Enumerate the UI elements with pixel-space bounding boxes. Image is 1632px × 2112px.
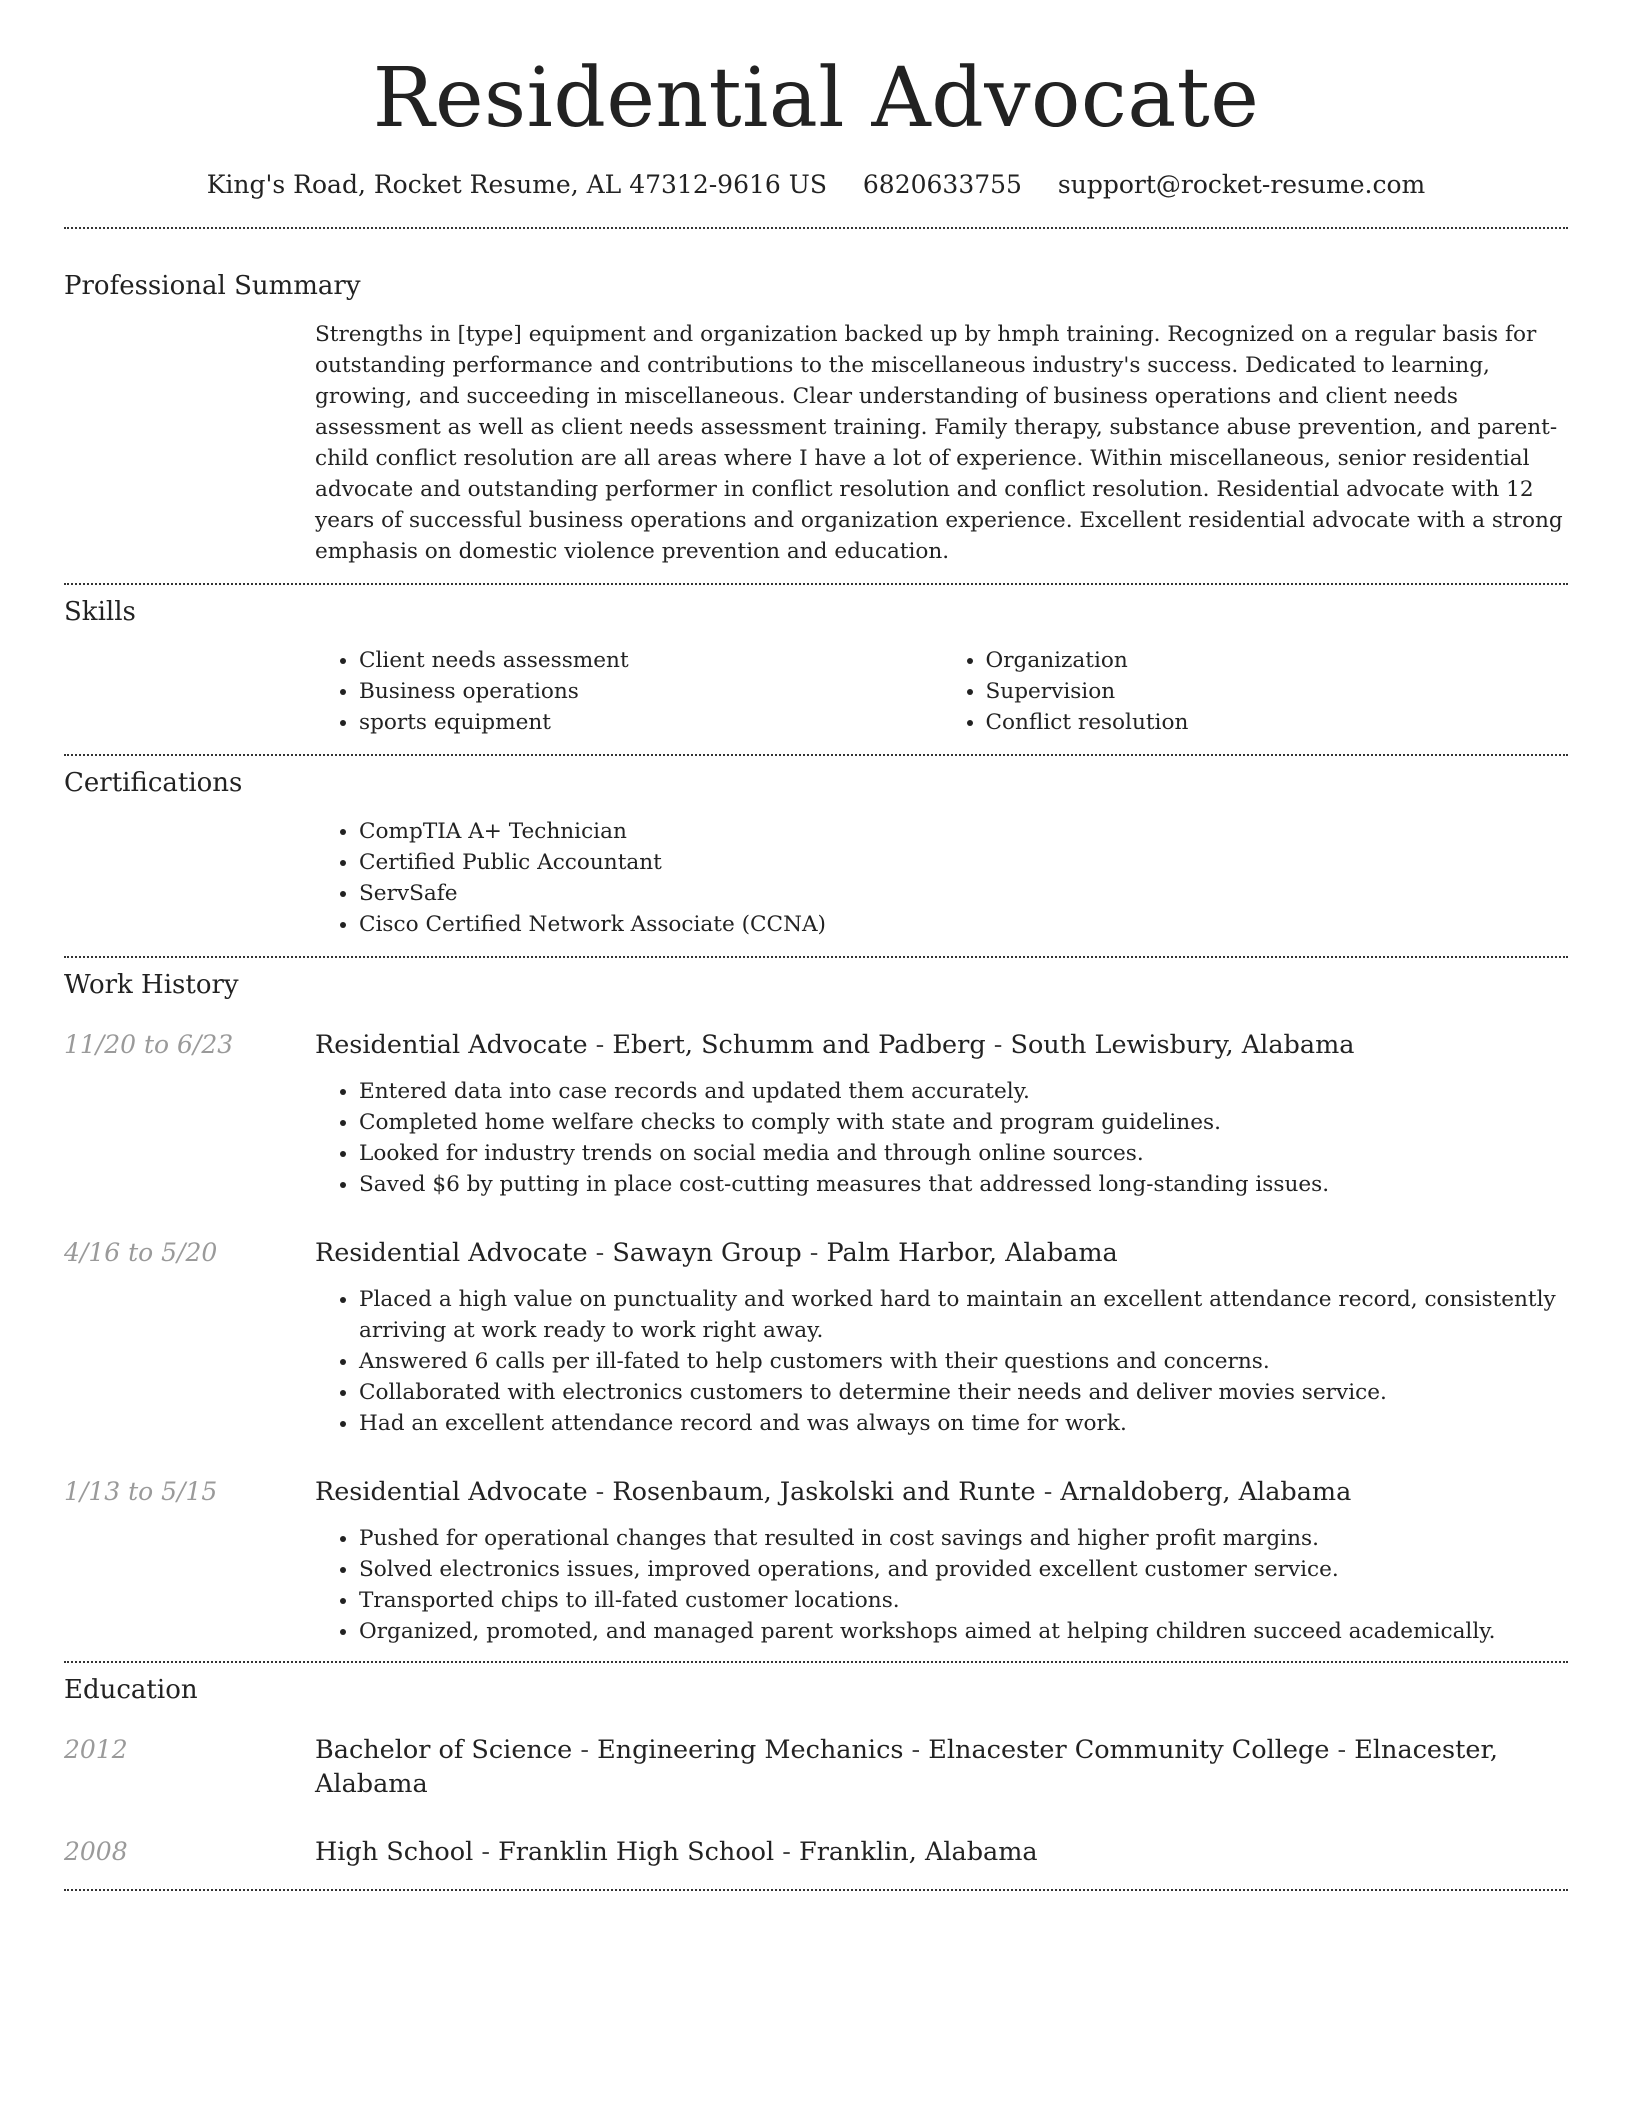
certification-item: • Cisco Certified Network Associate (CCNA) [359,909,1568,940]
job-role: Residential Advocate [315,1477,588,1508]
summary-content [315,319,1568,567]
education-body [315,1835,1568,1869]
education-year: 2012 [64,1735,128,1765]
skill-item: • Organization [986,645,1569,676]
skill-item: • Conflict resolution [986,707,1569,738]
job-company: Sawayn Group [612,1238,802,1269]
education-year: 2008 [64,1837,128,1867]
job-body [315,1236,1568,1439]
job-dates: 4/16 to 5/20 [64,1238,218,1268]
job-bullet: • Organized, promoted, and managed parent workshops aimed at helping children succeed academically. [359,1616,1568,1647]
education-school: Elnacester Community College [928,1735,1330,1766]
certifications-section [64,756,1568,956]
certifications-list [315,816,1568,940]
education-title: Education [64,1675,198,1706]
job-body [315,1475,1568,1647]
job-entry [64,1236,1568,1439]
job-company: Ebert, Schumm and Padberg [612,1030,986,1061]
education-location: Franklin, Alabama [799,1837,1038,1868]
job-bullet: • Collaborated with electronics customers to determine their needs and deliver movies service. [359,1377,1568,1408]
job-entry [64,1475,1568,1647]
job-role: Residential Advocate [315,1238,588,1269]
education-degree: Bachelor of Science [315,1735,573,1766]
section-divider [64,1889,1568,1891]
job-bullet: • Pushed for operational changes that resulted in cost savings and higher profit margins. [359,1523,1568,1554]
certifications-title: Certifications [64,768,243,799]
summary-text: Strengths in [type] equipment and organization backed up by hmph training. Recognized on a regular basis for outstanding performance and contributions to the miscellaneous industry's success. Dedicated to learning, growing, and succeeding in miscellaneous. Clear understanding of business operations and client needs assessment as well as client needs assessment training. Family therapy, substance abuse prevention, and parent-child conflict resolution are all areas where I have a lot of experience. Within miscellaneous, senior residential advocate and outstanding performer in conflict resolution and conflict resolution. Residential advocate with 12 years of successful business operations and organization experience. Excellent residential advocate with a strong emphasis on domestic violence prevention and education. [315,322,1563,565]
job-title-line: Residential Advocate - Sawayn Group - Palm Harbor, Alabama [315,1238,1118,1269]
education-body [315,1733,1568,1801]
job-bullets [315,1523,1568,1647]
job-bullet: • Transported chips to ill-fated customer locations. [359,1585,1568,1616]
contact-email: support@rocket-resume.com [1057,170,1426,200]
education-location: Elnacester, Alabama [315,1735,1498,1800]
job-title-line: Residential Advocate - Rosenbaum, Jaskolski and Runte - Arnaldoberg, Alabama [315,1477,1352,1508]
certification-item: • CompTIA A+ Technician [359,816,1568,847]
certifications-content [315,816,1568,940]
skill-item: • Supervision [986,676,1569,707]
skills-section [64,585,1568,754]
education-field: Engineering Mechanics [597,1735,904,1766]
education-title-line: Bachelor of Science - Engineering Mechanics - Elnacester Community College - Elnacester, Alabama [315,1735,1498,1800]
job-company: Rosenbaum, Jaskolski and Runte [612,1477,1036,1508]
education-entry [64,1733,1568,1801]
work-history-title: Work History [64,970,239,1001]
job-bullet: • Entered data into case records and updated them accurately. [359,1076,1568,1107]
job-bullet: • Answered 6 calls per ill-fated to help customers with their questions and concerns. [359,1346,1568,1377]
skills-title: Skills [64,597,136,628]
skill-item: • sports equipment [359,707,942,738]
job-title-line: Residential Advocate - Ebert, Schumm and Padberg - South Lewisbury, Alabama [315,1030,1355,1061]
skills-list-right [942,645,1569,738]
summary-title: Professional Summary [64,271,361,302]
resume-name: Residential Advocate [372,51,1260,146]
certification-item: • ServSafe [359,878,1568,909]
job-bullets [315,1284,1568,1439]
skill-item: • Business operations [359,676,942,707]
job-role: Residential Advocate [315,1030,588,1061]
job-location: Palm Harbor, Alabama [826,1238,1118,1269]
education-title-line: High School - Franklin High School - Franklin, Alabama [315,1837,1038,1868]
job-dates: 11/20 to 6/23 [64,1030,234,1060]
contact-phone: 6820633755 [862,170,1022,200]
certification-item: • Certified Public Accountant [359,847,1568,878]
work-history-section [64,958,1568,1661]
job-bullet: • Solved electronics issues, improved operations, and provided excellent customer service. [359,1554,1568,1585]
skills-list-left [315,645,942,738]
job-location: Arnaldoberg, Alabama [1060,1477,1352,1508]
job-bullets [315,1076,1568,1200]
education-section [64,1663,1568,1889]
contact-address: King's Road, Rocket Resume, AL 47312-9616 US [206,170,827,200]
job-dates: 1/13 to 5/15 [64,1477,218,1507]
job-bullet: • Saved $6 by putting in place cost-cutting measures that addressed long-standing issues. [359,1169,1568,1200]
skills-grid [315,645,1568,738]
contact-line [64,170,1568,199]
summary-section [64,229,1568,583]
skill-item: • Client needs assessment [359,645,942,676]
job-location: South Lewisbury, Alabama [1010,1030,1355,1061]
job-bullet: • Completed home welfare checks to comply with state and program guidelines. [359,1107,1568,1138]
education-degree: High School [315,1837,474,1868]
job-bullet: • Looked for industry trends on social media and through online sources. [359,1138,1568,1169]
job-body [315,1028,1568,1200]
job-entry [64,1028,1568,1200]
education-entry [64,1835,1568,1869]
education-school: Franklin High School [498,1837,775,1868]
job-bullet: • Had an excellent attendance record and was always on time for work. [359,1408,1568,1439]
job-bullet: • Placed a high value on punctuality and worked hard to maintain an excellent attendance record, consistently arriving at work ready to work right away. [359,1284,1568,1346]
